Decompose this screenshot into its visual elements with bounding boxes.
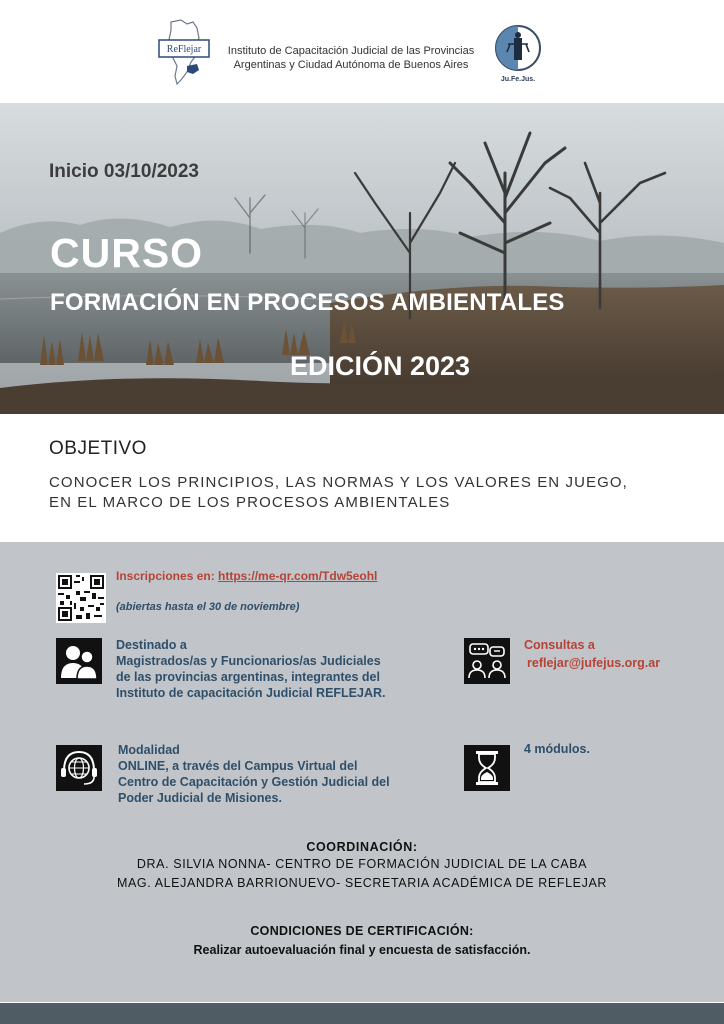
reflejar-logo-text: ReFlejar [166, 44, 202, 55]
chat-people-icon [464, 638, 510, 684]
audience-line1: Destinado a [116, 638, 187, 652]
objective-text [49, 473, 689, 513]
modality-info [118, 742, 390, 806]
jufejus-logo [494, 24, 542, 72]
coordination-line1: DRA. SILVIA NONNA- CENTRO DE FORMACIÓN JUDICIAL DE LA CABA [136, 857, 588, 871]
objective-heading: OBJETIVO [49, 438, 147, 459]
registration-link[interactable]: https://me-qr.com/Tdw5eohl [218, 569, 378, 583]
qr-code[interactable] [56, 573, 106, 623]
course-kicker: CURSO [50, 230, 204, 276]
registration-line [116, 569, 377, 583]
institute-name-line1: Instituto de Capacitación Judicial de las Provincias [227, 45, 475, 57]
institute-name [220, 44, 482, 72]
start-date: Inicio 03/10/2023 [49, 161, 199, 182]
jufejus-label: Ju.Fe.Jus. [500, 76, 536, 83]
modality-line3: Centro de Capacitación y Gestión Judicial del [118, 775, 390, 789]
audience-line4: Instituto de capacitación Judicial REFLEJAR. [116, 686, 386, 700]
hero-banner [0, 103, 724, 414]
coordination-heading: COORDINACIÓN: [306, 840, 418, 854]
page-header [0, 0, 724, 103]
institute-name-line2: Argentinas y Ciudad Autónoma de Buenos Aires [233, 59, 469, 71]
contact-email[interactable]: reflejar@jufejus.org.ar [527, 656, 661, 670]
modality-line4: Poder Judicial de Misiones. [118, 791, 282, 805]
contact-label: Consultas a [524, 638, 595, 652]
audience-info [116, 637, 386, 701]
audience-line2: Magistrados/as y Funcionarios/as Judiciales [116, 654, 381, 668]
registration-deadline: (abiertas hasta el 30 de noviembre) [116, 601, 300, 613]
contact-info [524, 636, 660, 672]
modules-count: 4 módulos. [524, 742, 590, 756]
objective-line2: EN EL MARCO DE LOS PROCESOS AMBIENTALES [49, 494, 451, 511]
people-icon [56, 638, 102, 684]
course-edition: EDICIÓN 2023 [290, 351, 471, 381]
hourglass-icon [464, 745, 510, 791]
objective-line1: CONOCER LOS PRINCIPIOS, LAS NORMAS Y LOS VALORES EN JUEGO, [49, 474, 628, 491]
course-title: FORMACIÓN EN PROCESOS AMBIENTALES [50, 289, 565, 316]
certification-heading: CONDICIONES DE CERTIFICACIÓN: [250, 924, 474, 938]
audience-line3: de las provincias argentinas, integrantes del [116, 670, 380, 684]
modality-line2: ONLINE, a través del Campus Virtual del [118, 759, 358, 773]
certification-text: Realizar autoevaluación final y encuesta de satisfacción. [193, 943, 531, 957]
coordination-line2: MAG. ALEJANDRA BARRIONUEVO- SECRETARIA ACADÉMICA DE REFLEJAR [116, 876, 608, 890]
headset-globe-icon [56, 745, 102, 791]
modality-line1: Modalidad [118, 743, 180, 757]
registration-label: Inscripciones en: [116, 569, 219, 583]
reflejar-logo [157, 18, 215, 86]
footer-bar [0, 1003, 724, 1024]
